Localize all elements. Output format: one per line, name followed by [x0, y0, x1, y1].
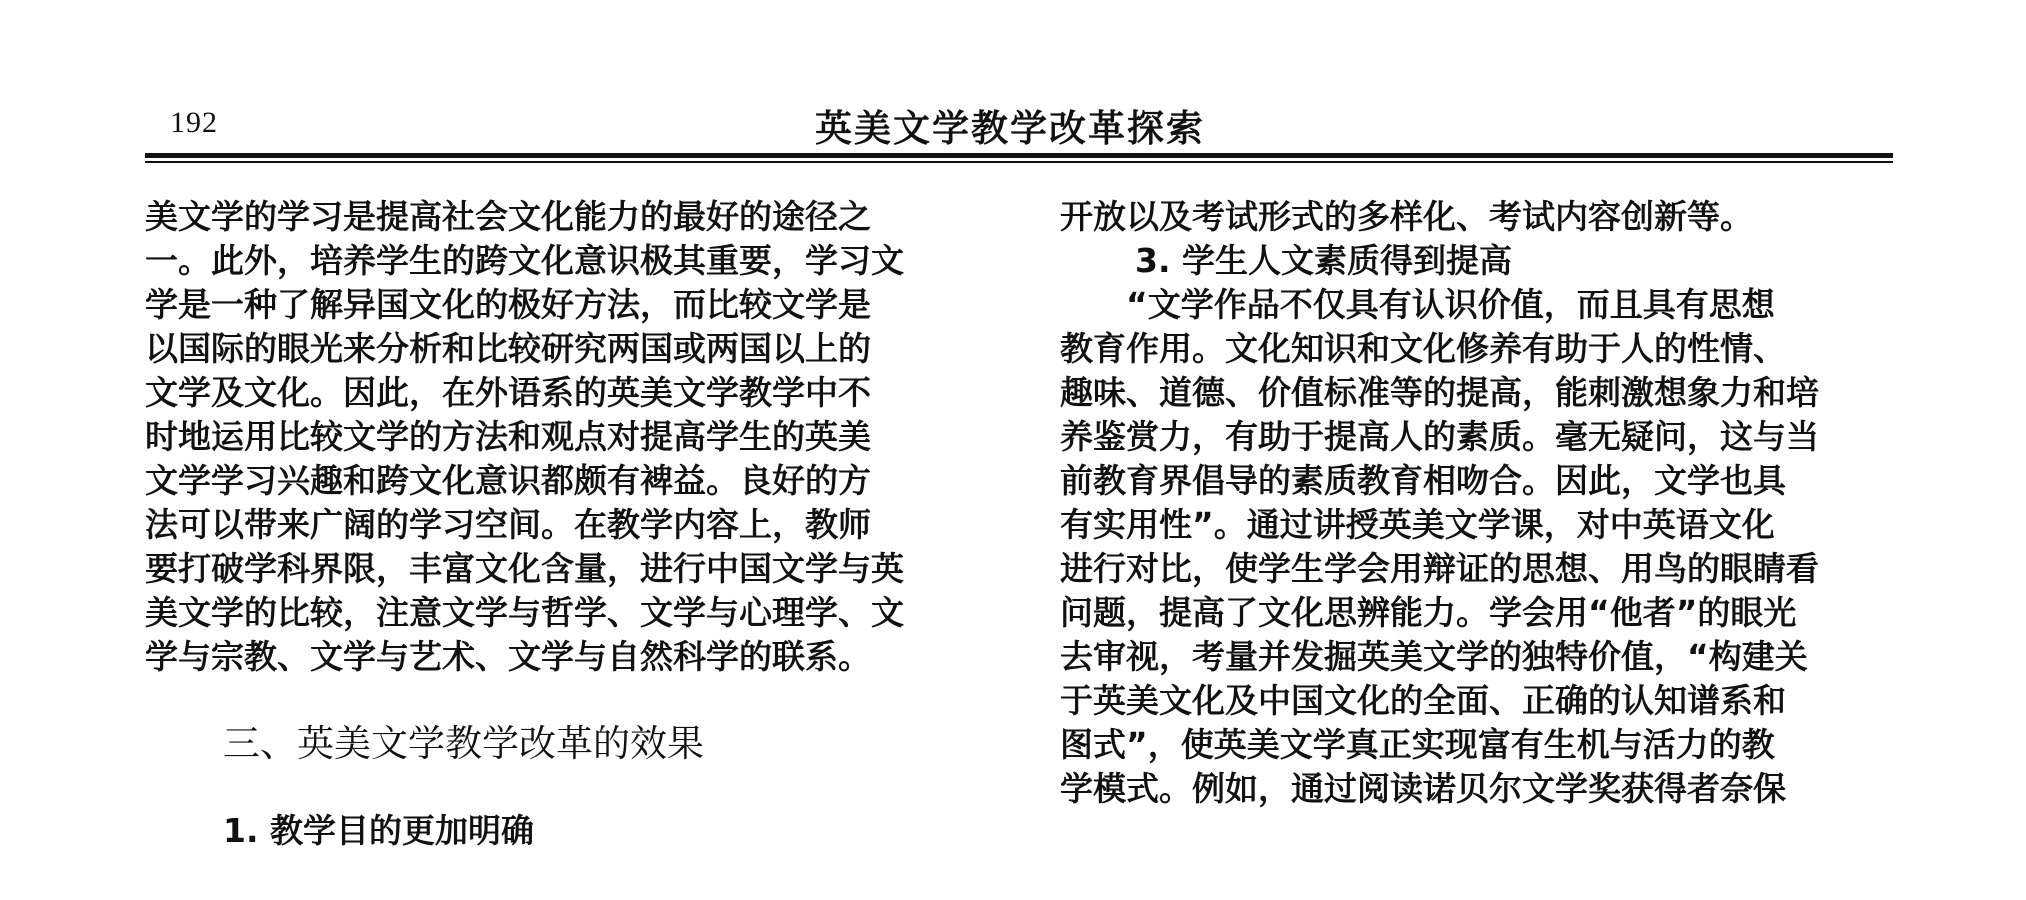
text-line: 文学及文化。因此，在外语系的英美文学教学中不: [145, 373, 871, 412]
text-line: 学与宗教、文学与艺术、文学与自然科学的联系。: [145, 637, 871, 676]
text-line: 法可以带来广阔的学习空间。在教学内容上，教师: [145, 505, 871, 544]
text-line: 时地运用比较文学的方法和观点对提高学生的英美: [145, 417, 871, 456]
text-line: 于英美文化及中国文化的全面、正确的认知谱系和: [1060, 681, 1786, 720]
spacer: [145, 766, 904, 809]
text-line: 前教育界倡导的素质教育相吻合。因此，文学也具: [1060, 461, 1786, 500]
section-heading: 三、英美文学教学改革的效果: [223, 722, 704, 765]
text-line: 养鉴赏力，有助于提高人的素质。毫无疑问，这与当: [1060, 417, 1819, 456]
text-line: 进行对比，使学生学会用辩证的思想、用鸟的眼睛看: [1060, 549, 1819, 588]
left-column: [145, 195, 904, 853]
text-line: 要打破学科界限，丰富文化含量，进行中国文学与英: [145, 549, 904, 588]
paragraph-first-line: “文学作品不仅具有认识价值，而且具有思想: [1126, 285, 1775, 324]
right-column: [1060, 195, 1819, 811]
header-rule-thick: [145, 153, 1893, 158]
text-line: 问题，提高了文化思辨能力。学会用“他者”的眼光: [1060, 593, 1797, 632]
text-line: 教育作用。文化知识和文化修养有助于人的性情、: [1060, 329, 1786, 368]
running-title: 英美文学教学改革探索: [815, 107, 1205, 150]
text-line: 学是一种了解异国文化的极好方法，而比较文学是: [145, 285, 871, 324]
text-line: 去审视，考量并发掘英美文学的独特价值，“构建关: [1060, 637, 1808, 676]
text-line: 学模式。例如，通过阅读诺贝尔文学奖获得者奈保: [1060, 769, 1786, 808]
text-line: 文学学习兴趣和跨文化意识都颇有裨益。良好的方: [145, 461, 871, 500]
spacer: [145, 679, 904, 722]
text-line: 图式”，使英美文学真正实现富有生机与活力的教: [1060, 725, 1775, 764]
text-line: 一。此外，培养学生的跨文化意识极其重要，学习文: [145, 241, 904, 280]
header-rule-thin: [145, 161, 1893, 163]
text-line: 趣味、道德、价值标准等的提高，能刺激想象力和培: [1060, 373, 1819, 412]
sub-heading: 1. 教学目的更加明确: [223, 811, 534, 850]
page-number: 192: [170, 106, 218, 139]
text-line: 开放以及考试形式的多样化、考试内容创新等。: [1060, 197, 1753, 236]
text-line: 以国际的眼光来分析和比较研究两国或两国以上的: [145, 329, 871, 368]
text-line: 美文学的学习是提高社会文化能力的最好的途径之: [145, 197, 871, 236]
text-line: 有实用性”。通过讲授英美文学课，对中英语文化: [1060, 505, 1775, 544]
text-line: 美文学的比较，注意文学与哲学、文学与心理学、文: [145, 593, 904, 632]
sub-heading: 3. 学生人文素质得到提高: [1135, 241, 1512, 280]
